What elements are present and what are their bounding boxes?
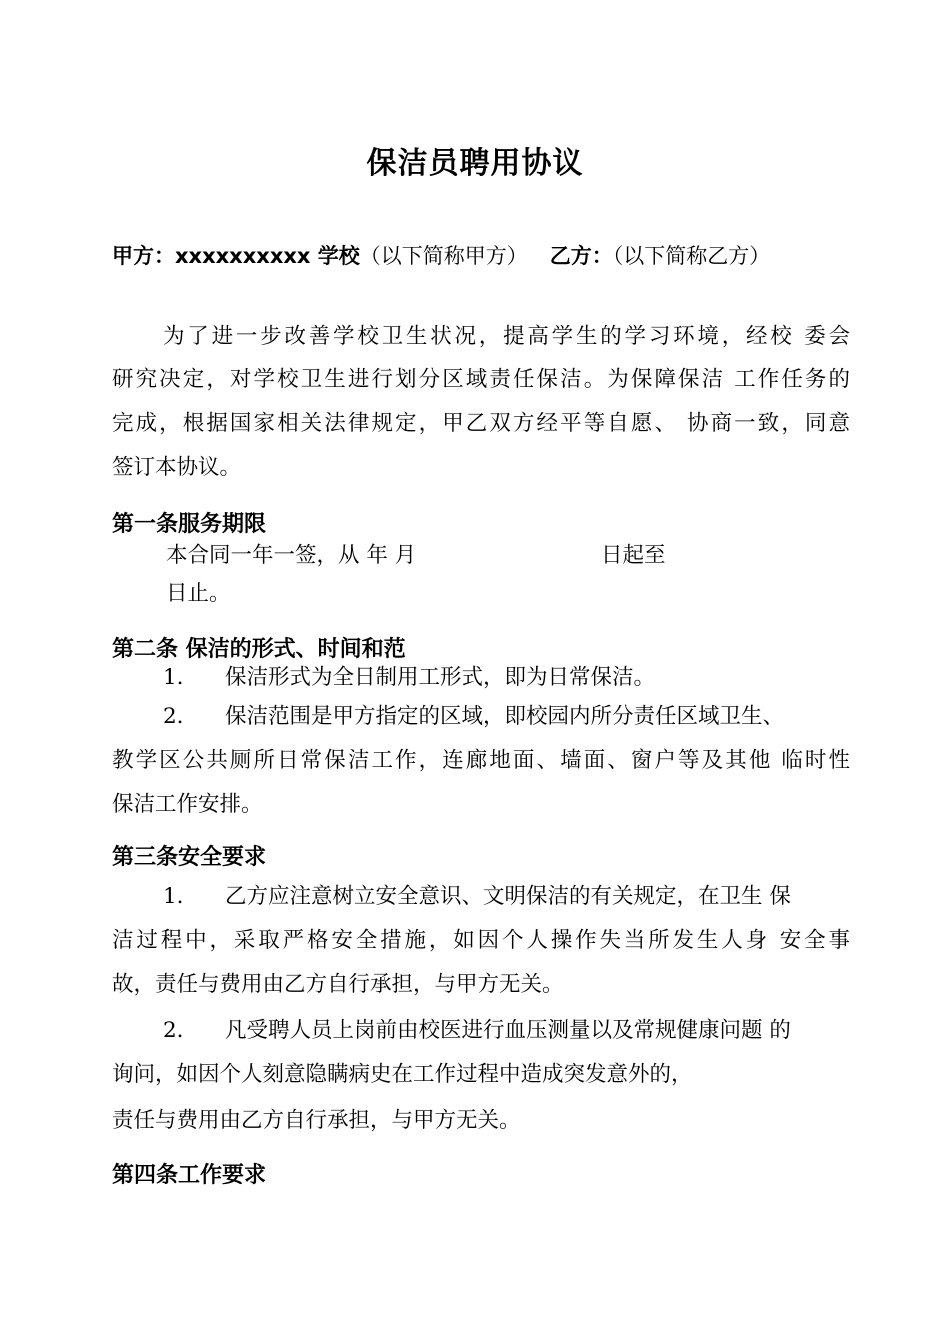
article3-item1-line: 故，责任与费用由乙方自行承担，与甲方无关。 — [112, 972, 564, 997]
article3-item1-line: 洁过程中，采取严格安全措施，如因个人操作失当所发生人身 安全事 — [112, 928, 850, 953]
article3-item2-line: 询问，如因个人刻意隐瞒病史在工作过程中造成突发意外的， — [112, 1062, 693, 1087]
party-a-note: （以下简称甲方） — [359, 244, 528, 268]
intro-line: 签订本协议。 — [112, 455, 242, 480]
article3-item1 — [163, 886, 850, 908]
article3-heading: 第三条安全要求 — [112, 845, 267, 870]
party-b-label: 乙方： — [549, 244, 613, 268]
item-number: 2. — [163, 704, 184, 729]
party-a-name: xxxxxxxxxx 学校 — [175, 244, 360, 268]
article2-item2-line: 教学区公共厕所日常保洁工作，连廊地面、墙面、窗户等及其他 临时性 — [112, 748, 850, 773]
parties-line — [112, 240, 770, 270]
intro-line: 研究决定，对学校卫生进行划分区域责任保洁。为保障保洁 工作任务的 — [112, 367, 850, 392]
intro-line: 为了进一步改善学校卫生状况，提高学生的学习环境，经校 委会 — [163, 324, 850, 349]
article1-heading: 第一条服务期限 — [112, 512, 267, 537]
article1-term-mid: 日起至 — [601, 543, 666, 568]
article1-term-start: 本合同一年一签，从 年 月 — [166, 543, 417, 568]
item-text: 保洁范围是甲方指定的区域，即校园内所分责任区域卫生、 — [225, 704, 785, 729]
item-number: 1. — [163, 665, 184, 690]
article2-item2 — [163, 706, 784, 728]
article3-item2-line: 责任与费用由乙方自行承担，与甲方无关。 — [112, 1108, 521, 1133]
party-a-label: 甲方： — [112, 244, 175, 268]
article2-item2-line: 保洁工作安排。 — [112, 792, 263, 817]
article1-term-end: 日止。 — [166, 581, 231, 606]
article3-item2 — [163, 1020, 850, 1042]
article2-item1 — [163, 667, 655, 689]
article2-heading: 第二条 保洁的形式、时间和范 — [112, 637, 406, 662]
document-title: 保洁员聘用协议 — [366, 146, 584, 181]
item-text: 保洁形式为全日制用工形式，即为日常保洁。 — [225, 665, 656, 690]
party-b-note: （以下简称乙方） — [612, 244, 771, 268]
item-number: 2. — [163, 1018, 184, 1043]
intro-line: 完成，根据国家相关法律规定，甲乙双方经平等自愿、 协商一致，同意 — [112, 411, 850, 436]
article4-heading: 第四条工作要求 — [112, 1163, 267, 1188]
item-text: 乙方应注意树立安全意识、文明保洁的有关规定，在卫生 保 — [225, 884, 791, 909]
item-number: 1. — [163, 884, 184, 909]
item-text: 凡受聘人员上岗前由校医进行血压测量以及常规健康问题 的 — [225, 1018, 791, 1043]
